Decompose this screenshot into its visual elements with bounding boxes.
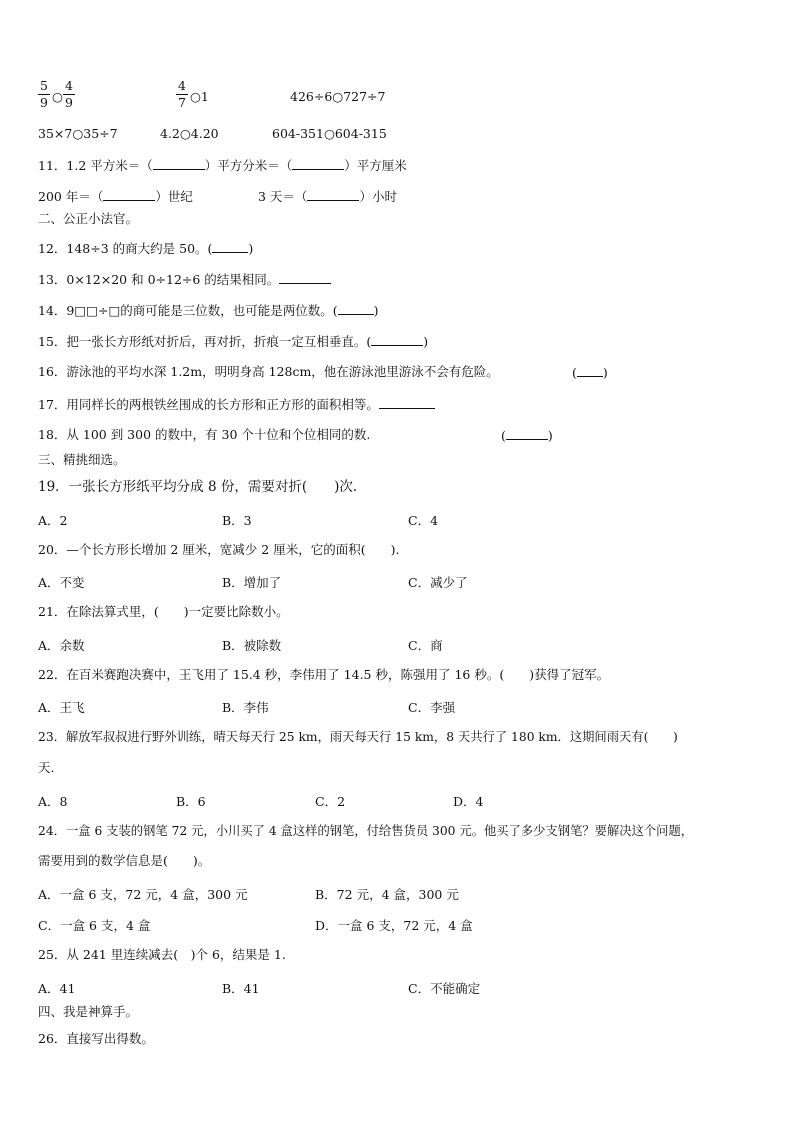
question-16	[38, 364, 499, 380]
question-13	[38, 271, 331, 288]
fraction-4-7	[176, 79, 188, 110]
section-3-title: 三、精挑细选。	[38, 452, 126, 467]
q11-part-g: ）小时	[359, 189, 397, 204]
q23-option-c[interactable]: C．2	[315, 794, 346, 809]
q11-part-b: ）平方分米＝（	[204, 158, 293, 173]
q20-option-b[interactable]: B．增加了	[222, 575, 282, 590]
question-17	[38, 396, 435, 413]
q23-option-a[interactable]: A．8	[38, 794, 68, 809]
q14-text: 14．9□□÷□的商可能是三位数，也可能是两位数。(	[38, 303, 338, 318]
expression-4-2: 4.2○4.20	[160, 126, 219, 141]
question-20: 20．—个长方形长增加 2 厘米，宽减少 2 厘米，它的面积( ).	[38, 542, 400, 557]
q19-option-a[interactable]: A．2	[38, 513, 68, 528]
question-11-line2	[38, 188, 193, 205]
q24-option-c[interactable]: C．一盒 6 支，4 盒	[38, 918, 151, 933]
q11-part-c: ）平方厘米	[344, 158, 407, 173]
q25-option-b[interactable]: B．41	[222, 981, 260, 996]
answer-blank[interactable]	[338, 302, 374, 315]
answer-blank[interactable]	[371, 333, 423, 346]
denominator: 9	[40, 95, 48, 110]
q15-close: )	[423, 334, 429, 349]
q24-option-a[interactable]: A．一盒 6 支，72 元，4 盒，300 元	[38, 887, 248, 902]
q23-option-d[interactable]: D．4	[453, 794, 484, 809]
q24-option-b[interactable]: B．72 元，4 盒，300 元	[315, 887, 459, 902]
q22-option-b[interactable]: B．李伟	[222, 700, 269, 715]
question-25: 25．从 241 里连续减去( )个 6，结果是 1.	[38, 947, 286, 962]
answer-blank[interactable]	[292, 157, 344, 170]
answer-blank[interactable]	[577, 364, 603, 377]
q21-option-b[interactable]: B．被除数	[222, 638, 282, 653]
numerator: 5	[40, 78, 48, 93]
q25-option-c[interactable]: C．不能确定	[408, 981, 481, 996]
question-24-line2: 需要用到的数学信息是( )。	[38, 853, 211, 868]
answer-blank[interactable]	[279, 271, 331, 284]
q11-part-e: ）世纪	[155, 189, 193, 204]
section-4-title: 四、我是神算手。	[38, 1004, 139, 1019]
question-23: 23．解放军叔叔进行野外训练，晴天每天行 25 km，雨天每天行 15 km，8 天共行了 180 km．这期间雨天有( )	[38, 730, 678, 744]
question-15	[38, 333, 428, 350]
question-11-line2b	[258, 188, 397, 205]
question-12	[38, 240, 253, 257]
q16-close: )	[602, 365, 608, 380]
question-14	[38, 302, 379, 319]
question-22: 22．在百米赛跑决赛中，王飞用了 15.4 秒，李伟用了 14.5 秒，陈强用了 16 秒。( )获得了冠军。	[38, 667, 610, 682]
compare-with-one: ○1	[190, 89, 209, 104]
q12-text: 12．148÷3 的商大约是 50。(	[38, 241, 213, 256]
q25-option-a[interactable]: A．41	[38, 981, 76, 996]
q21-option-c[interactable]: C．商	[408, 638, 443, 653]
denominator: 7	[178, 95, 186, 110]
question-21: 21．在除法算式里，( )一定要比除数小。	[38, 604, 289, 619]
q11-part-a: 11．1.2 平方米＝（	[38, 158, 153, 173]
q22-option-c[interactable]: C．李强	[408, 700, 456, 715]
denominator: 9	[65, 95, 73, 110]
q13-text: 13．0×12×20 和 0÷12÷6 的结果相同。	[38, 272, 280, 287]
compare-circle: ○	[52, 89, 63, 104]
q16-text: 16．游泳池的平均水深 1.2m，明明身高 128cm，他在游泳池里游泳不会有危险。	[38, 364, 499, 379]
q11-part-f: 3 天＝（	[258, 189, 308, 204]
answer-blank[interactable]	[379, 396, 435, 409]
q18-open: (	[501, 428, 506, 443]
q21-option-a[interactable]: A．余数	[38, 638, 85, 653]
q14-close: )	[373, 303, 379, 318]
q16-open: (	[572, 365, 577, 380]
q16-answer	[572, 364, 608, 381]
q23-option-b[interactable]: B．6	[176, 794, 206, 809]
answer-blank[interactable]	[153, 157, 205, 170]
question-19: 19．一张长方形纸平均分成 8 份，需要对折( )次.	[38, 479, 358, 495]
q20-option-a[interactable]: A．不变	[38, 575, 85, 590]
answer-blank[interactable]	[506, 427, 548, 440]
expression-35x7: 35×7○35÷7	[38, 126, 118, 141]
q18-close: )	[547, 428, 553, 443]
answer-blank[interactable]	[307, 188, 359, 201]
q22-option-a[interactable]: A．王飞	[38, 700, 85, 715]
q19-option-b[interactable]: B．3	[222, 513, 252, 528]
section-2-title: 二、公正小法官。	[38, 211, 139, 226]
q19-option-c[interactable]: C．4	[408, 513, 439, 528]
expression-604: 604-351○604-315	[272, 126, 387, 141]
q15-text: 15．把一张长方形纸对折后，再对折，折痕一定互相垂直。(	[38, 334, 372, 349]
numerator: 4	[178, 78, 186, 93]
fraction-5-9	[38, 79, 50, 110]
question-24: 24．一盒 6 支装的钢笔 72 元，小川买了 4 盒这样的钢笔，付给售货员 300 元。他买了多少支钢笔？要解决这个问题，	[38, 824, 694, 838]
question-23-line2: 天.	[38, 760, 55, 775]
q12-close: )	[248, 241, 254, 256]
question-26: 26．直接写出得数。	[38, 1031, 154, 1046]
q18-answer	[501, 427, 553, 444]
expression-426-727: 426÷6○727÷7	[290, 89, 386, 104]
fraction-4-9	[63, 79, 75, 110]
q11-part-d: 200 年＝（	[38, 189, 104, 204]
q24-option-d[interactable]: D．一盒 6 支，72 元，4 盒	[315, 918, 473, 933]
question-18	[38, 427, 370, 443]
q17-text: 17．用同样长的两根铁丝围成的长方形和正方形的面积相等。	[38, 397, 379, 412]
answer-blank[interactable]	[103, 188, 155, 201]
numerator: 4	[65, 78, 73, 93]
q20-option-c[interactable]: C．减少了	[408, 575, 468, 590]
q18-text: 18．从 100 到 300 的数中，有 30 个十位和个位相同的数.	[38, 427, 371, 442]
answer-blank[interactable]	[212, 240, 248, 253]
question-11	[38, 157, 407, 174]
